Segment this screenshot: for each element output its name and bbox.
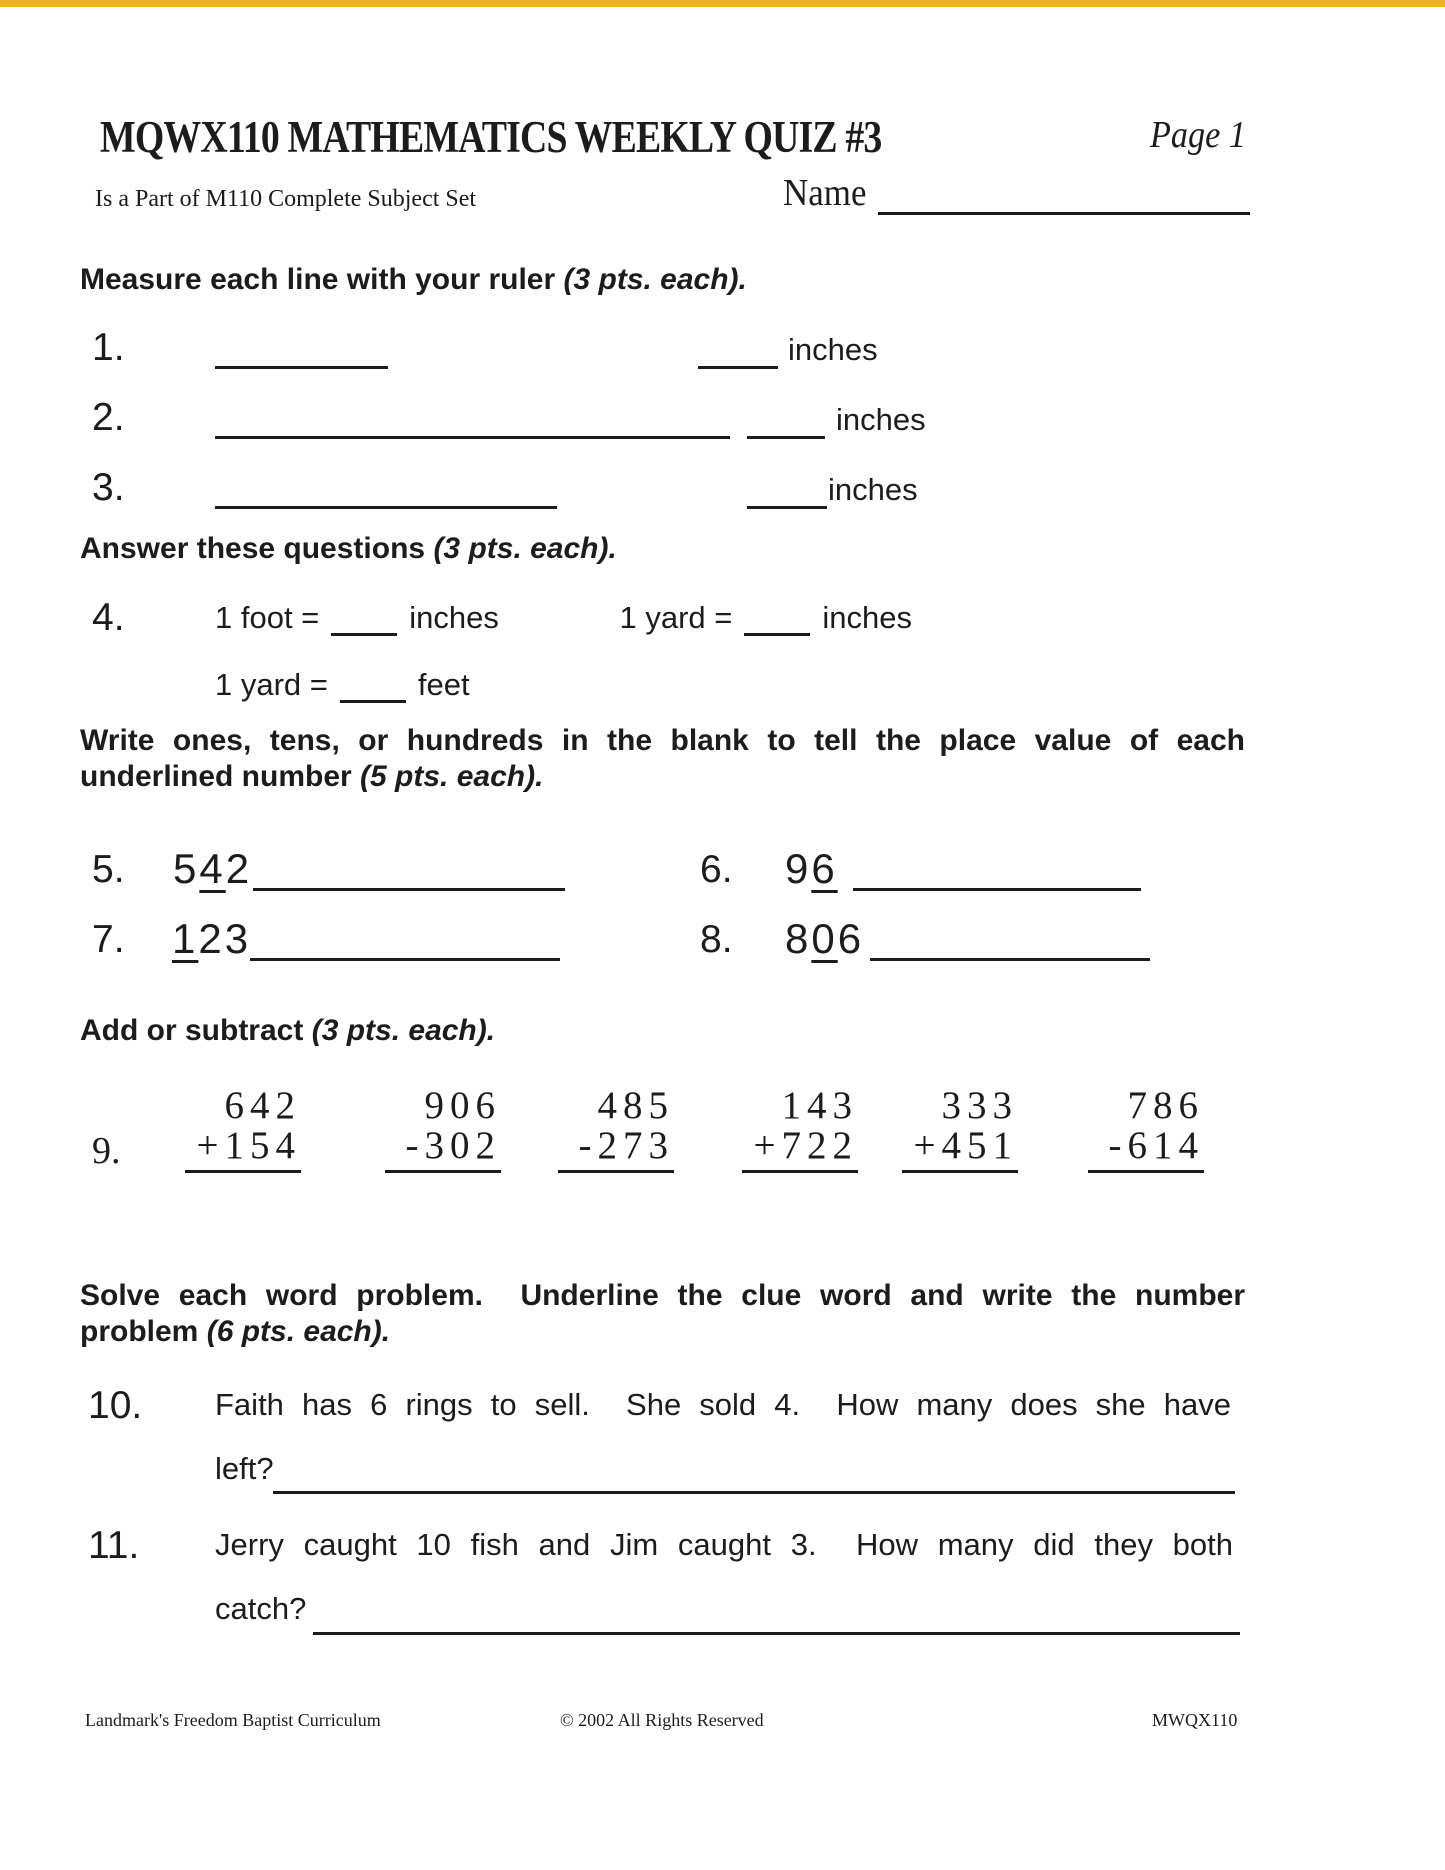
item-number-9: 9. (92, 1130, 121, 1172)
item-number-6: 6. (700, 848, 733, 891)
answer-blank (744, 632, 810, 636)
top-operand: 786 (1127, 1084, 1204, 1127)
heading-points: (3 pts. each). (311, 1014, 496, 1047)
item-number-1: 1. (92, 326, 125, 369)
q4-row-2 (215, 668, 470, 703)
heading-points: (3 pts. each). (563, 263, 747, 296)
answer-blank-1 (698, 366, 778, 369)
equation-lhs: 1 yard = (619, 600, 733, 635)
place-value-number-7 (172, 915, 251, 962)
answer-blank-11 (313, 1632, 1240, 1635)
answer-blank-10 (273, 1491, 1235, 1494)
answer-blank-6 (853, 888, 1141, 891)
bottom-operand: +451 (902, 1126, 1018, 1173)
item-number-5: 5. (92, 848, 125, 891)
word-problem-11-line2: catch? (215, 1591, 307, 1626)
heading-text: problem (80, 1315, 199, 1348)
item-number-7: 7. (92, 918, 125, 961)
equation-unit: inches (822, 600, 912, 635)
equation-unit: inches (409, 600, 499, 635)
item-number-4: 4. (92, 596, 125, 639)
underlined-digit: 4 (199, 845, 226, 892)
name-label: Name (783, 172, 867, 214)
answer-blank-8 (870, 958, 1150, 961)
arithmetic-problem-6 (1088, 1086, 1204, 1173)
top-operand: 485 (597, 1084, 674, 1127)
unit-label-3: inches (828, 472, 918, 507)
item-number-3: 3. (92, 466, 125, 509)
arithmetic-problem-1 (185, 1086, 301, 1173)
place-value-number-5 (173, 845, 252, 892)
heading-points: (5 pts. each). (360, 760, 544, 793)
answer-blank-2 (747, 436, 825, 439)
bottom-operand: -302 (385, 1126, 501, 1173)
word-problem-11-line1: Jerry caught 10 fish and Jim caught 3. How many did they both (215, 1527, 1233, 1562)
item-number-8: 8. (700, 918, 733, 961)
arithmetic-problem-3 (558, 1086, 674, 1173)
arithmetic-problem-2 (385, 1086, 501, 1173)
name-blank-line (878, 212, 1250, 215)
place-value-number-6 (785, 845, 838, 892)
section-heading-word-problems-line1: Solve each word problem. Underline the clue word and write the number (80, 1279, 1245, 1312)
footer-code: MWQX110 (1152, 1710, 1238, 1730)
item-number-2: 2. (92, 396, 125, 439)
digit: 9 (785, 845, 812, 892)
top-operand: 333 (941, 1084, 1018, 1127)
footer-publisher: Landmark's Freedom Baptist Curriculum (85, 1710, 381, 1730)
word-problem-10-line2: left? (215, 1451, 274, 1486)
scan-edge-bar (0, 0, 1445, 7)
heading-points: (3 pts. each). (433, 532, 617, 565)
digit: 2 (225, 845, 253, 892)
section-heading-measure (80, 263, 747, 297)
bottom-operand: +154 (185, 1126, 301, 1173)
digit: 6 (837, 915, 865, 962)
digit: 23 (198, 915, 252, 962)
section-heading-place-value-line1: Write ones, tens, or hundreds in the blank to tell the place value of each (80, 724, 1245, 757)
quiz-title: MQWX110 MATHEMATICS WEEKLY QUIZ #3 (100, 112, 882, 162)
heading-text: Measure each line with your ruler (80, 263, 556, 296)
arithmetic-problem-5 (902, 1086, 1018, 1173)
heading-text: underlined number (80, 760, 352, 793)
q4-row-1 (215, 601, 912, 636)
measure-line-1 (215, 366, 388, 369)
item-number-10: 10. (88, 1384, 143, 1427)
answer-blank-5 (253, 888, 565, 891)
item-number-11: 11. (88, 1524, 140, 1567)
unit-label-1: inches (788, 332, 878, 367)
subtitle: Is a Part of M110 Complete Subject Set (95, 186, 477, 212)
equation-lhs: 1 yard = (215, 667, 328, 702)
footer-copyright: © 2002 All Rights Reserved (560, 1710, 764, 1730)
section-heading-word-problems-line2 (80, 1315, 390, 1349)
top-operand: 906 (424, 1084, 501, 1127)
place-value-number-8 (785, 915, 864, 962)
arithmetic-problem-4 (742, 1086, 858, 1173)
section-heading-place-value-line2 (80, 760, 543, 794)
answer-blank-3 (747, 506, 827, 509)
unit-label-2: inches (836, 402, 926, 437)
equation-lhs: 1 foot = (215, 600, 320, 635)
heading-points: (6 pts. each). (206, 1315, 391, 1348)
digit: 5 (173, 845, 200, 892)
underlined-digit: 1 (172, 915, 199, 962)
answer-blank (331, 632, 397, 636)
heading-text: Answer these questions (80, 532, 426, 565)
heading-text: Add or subtract (80, 1014, 304, 1047)
equation-unit: feet (417, 667, 470, 702)
page-number: Page 1 (1150, 114, 1246, 156)
answer-blank-7 (250, 958, 560, 961)
bottom-operand: +722 (742, 1126, 858, 1173)
bottom-operand: -614 (1088, 1126, 1204, 1173)
bottom-operand: -273 (558, 1126, 674, 1173)
top-operand: 143 (781, 1084, 858, 1127)
underlined-digit: 0 (811, 915, 838, 962)
underlined-digit: 6 (811, 845, 838, 892)
section-heading-answer (80, 532, 617, 566)
measure-line-2 (215, 436, 730, 439)
word-problem-10-line1: Faith has 6 rings to sell. She sold 4. How many does she have (215, 1387, 1231, 1422)
measure-line-3 (215, 506, 557, 509)
section-heading-arithmetic (80, 1014, 495, 1048)
answer-blank (340, 699, 406, 703)
top-operand: 642 (224, 1084, 301, 1127)
digit: 8 (785, 915, 812, 962)
